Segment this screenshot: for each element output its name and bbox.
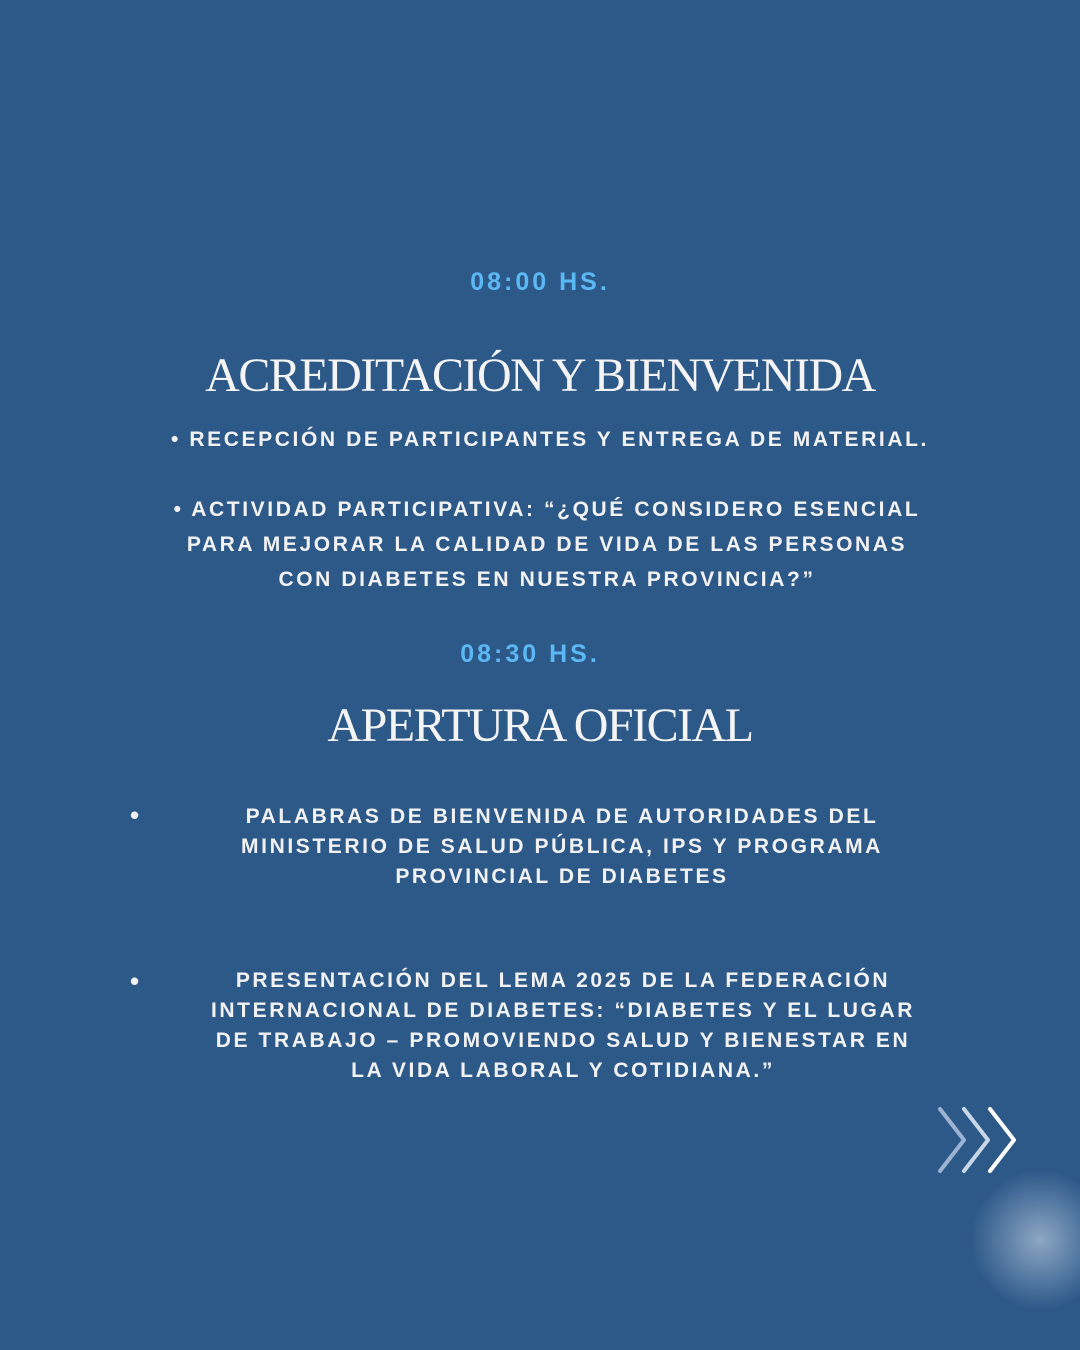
item-presentacion — [150, 966, 976, 1086]
time-0800: 08:00 HS. — [470, 268, 610, 296]
heading-apertura: APERTURA OFICIAL — [327, 699, 753, 752]
bullet-dot: • — [130, 800, 140, 830]
item-actividad-line2: PARA MEJORAR LA CALIDAD DE VIDA DE LAS PERSONAS — [186, 533, 908, 556]
bullet-dot: • — [130, 966, 140, 996]
item-palabras-line1: PALABRAS DE BIENVENIDA DE AUTORIDADES DEL — [245, 805, 879, 828]
chevrons-right-icon[interactable] — [936, 1105, 1022, 1175]
item-palabras-line2: MINISTERIO DE SALUD PÚBLICA, IPS Y PROGRAMA — [241, 835, 883, 858]
item-presentacion-line3: DE TRABAJO – PROMOVIENDO SALUD Y BIENESTAR EN — [215, 1029, 911, 1052]
item-palabras-line3: PROVINCIAL DE DIABETES — [395, 865, 729, 888]
item-actividad-line1: • ACTIVIDAD PARTICIPATIVA: “¿QUÉ CONSIDERO ESENCIAL — [173, 498, 921, 521]
corner-glow — [970, 1170, 1080, 1310]
item-recepcion: • RECEPCIÓN DE PARTICIPANTES Y ENTREGA DE MATERIAL. — [171, 428, 929, 451]
item-palabras — [160, 802, 964, 892]
time-0830: 08:30 HS. — [460, 640, 600, 668]
heading-acreditacion: ACREDITACIÓN Y BIENVENIDA — [205, 349, 875, 402]
item-actividad-line3: CON DIABETES EN NUESTRA PROVINCIA?” — [278, 568, 816, 591]
item-presentacion-line1: PRESENTACIÓN DEL LEMA 2025 DE LA FEDERACIÓN — [235, 969, 891, 992]
item-presentacion-line4: LA VIDA LABORAL Y COTIDIANA.” — [351, 1059, 775, 1082]
item-presentacion-line2: INTERNACIONAL DE DIABETES: “DIABETES Y EL LUGAR — [210, 999, 916, 1022]
